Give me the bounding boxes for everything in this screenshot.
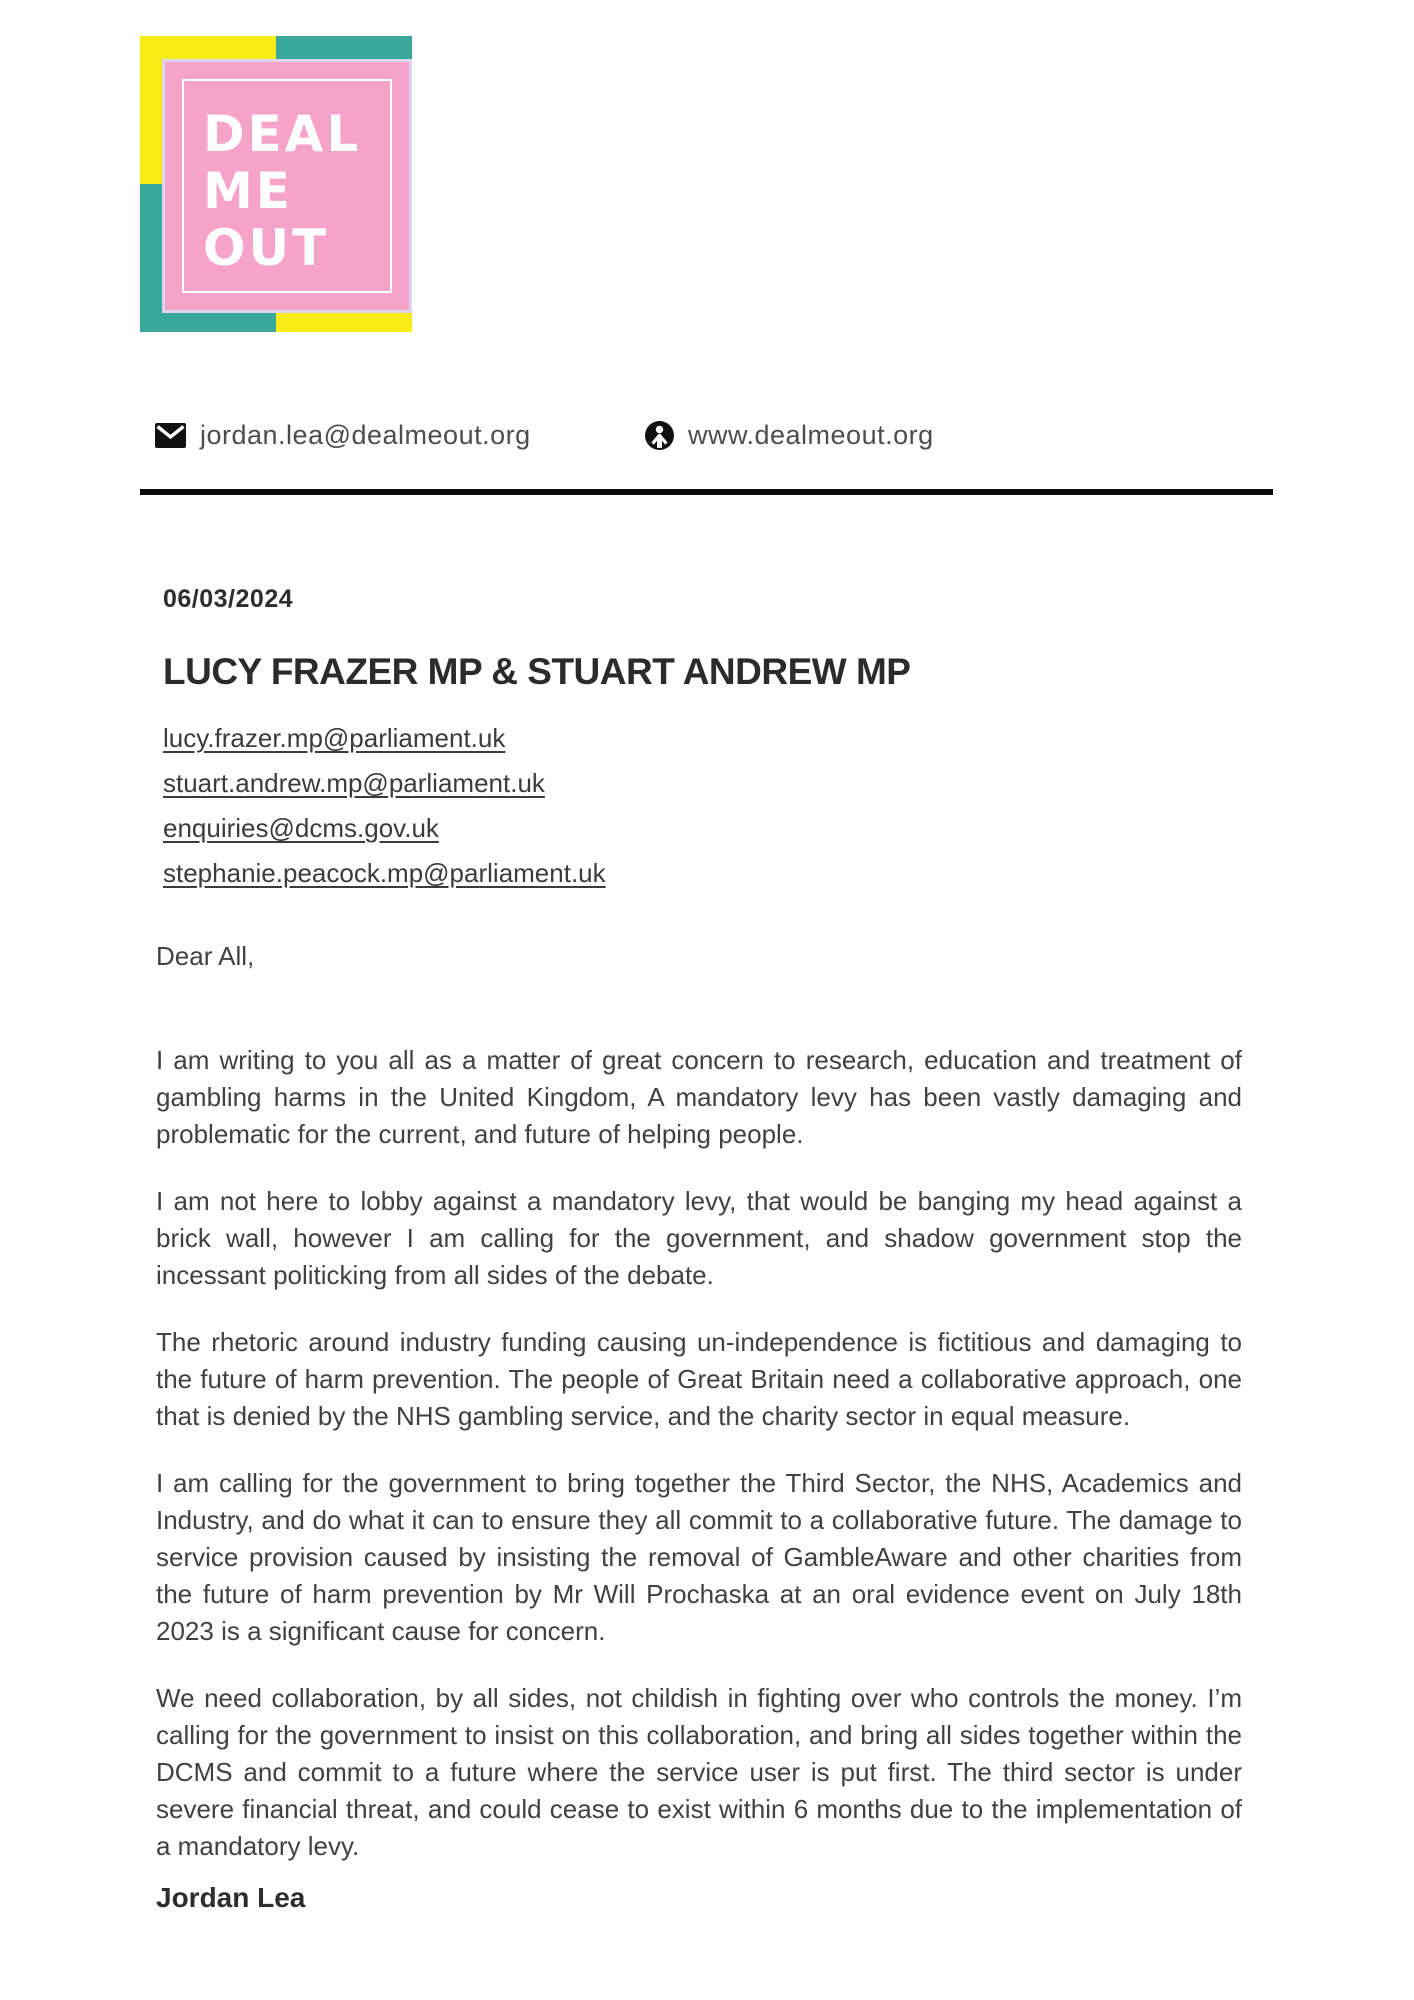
website-link[interactable]: www.dealmeout.org bbox=[688, 420, 934, 450]
body-paragraph: The rhetoric around industry funding causing un-independence is fictitious and damaging to the future of harm prevention. The people of Great Britain need a collaborative approach, one that is denied by the NHS gambling service, and the charity sector in equal measure. bbox=[156, 1327, 1242, 1431]
letter-date: 06/03/2024 bbox=[163, 585, 294, 613]
logo-wordmark bbox=[203, 106, 361, 277]
envelope-icon bbox=[155, 423, 186, 448]
recipient-email-link[interactable]: enquiries@dcms.gov.uk bbox=[163, 813, 439, 843]
logo-pink-square bbox=[162, 59, 412, 313]
contact-website-item bbox=[645, 420, 934, 451]
recipient-list bbox=[163, 718, 1242, 898]
deal-me-out-logo bbox=[140, 36, 412, 332]
recipient-row bbox=[163, 718, 1242, 763]
recipient-email-link[interactable]: stephanie.peacock.mp@parliament.uk bbox=[163, 858, 606, 888]
divider-rule bbox=[140, 489, 1273, 495]
body-paragraph: I am writing to you all as a matter of great concern to research, education and treatment of gambling harms in the United Kingdom, A mandatory levy has been vastly damaging and problematic for the current, and future of helping people. bbox=[156, 1045, 1242, 1149]
recipient-row bbox=[163, 853, 1242, 898]
body-paragraph: I am not here to lobby against a mandatory levy, that would be banging my head against a brick wall, however I am calling for the government, and shadow government stop the incessant politicking from all sides of the debate. bbox=[156, 1186, 1242, 1290]
body-paragraph: We need collaboration, by all sides, not childish in fighting over who controls the money. I’m calling for the government to insist on this collaboration, and bring all sides together within the DCMS and commit to a future where the service user is put first. The third sector is under severe financial threat, and could cease to exist within 6 months due to the implementation of a mandatory levy. bbox=[156, 1683, 1242, 1861]
contact-email-item bbox=[155, 420, 531, 451]
signature-name: Jordan Lea bbox=[156, 1882, 306, 1913]
letter-body bbox=[156, 585, 1242, 1914]
letter-heading: LUCY FRAZER MP & STUART ANDREW MP bbox=[163, 651, 911, 692]
salutation: Dear All, bbox=[156, 941, 255, 971]
logo-line-3: OUT bbox=[203, 219, 330, 277]
email-link[interactable]: jordan.lea@dealmeout.org bbox=[200, 420, 531, 450]
logo-line-1: DEAL bbox=[203, 105, 362, 163]
recipient-row bbox=[163, 808, 1242, 853]
recipient-email-link[interactable]: lucy.frazer.mp@parliament.uk bbox=[163, 723, 506, 753]
recipient-row bbox=[163, 763, 1242, 808]
recipient-email-link[interactable]: stuart.andrew.mp@parliament.uk bbox=[163, 768, 545, 798]
person-circle-icon bbox=[645, 421, 674, 450]
contact-row bbox=[0, 420, 1414, 456]
body-paragraph: I am calling for the government to bring together the Third Sector, the NHS, Academics and Industry, and do what it can to ensure they all commit to a collaborative future. The damage to service provision caused by insisting the removal of GambleAware and other charities from the future of harm prevention by Mr Will Prochaska at an oral evidence event on July 18th 2023 is a significant cause for concern. bbox=[156, 1468, 1242, 1646]
logo-line-2: ME bbox=[203, 162, 293, 220]
